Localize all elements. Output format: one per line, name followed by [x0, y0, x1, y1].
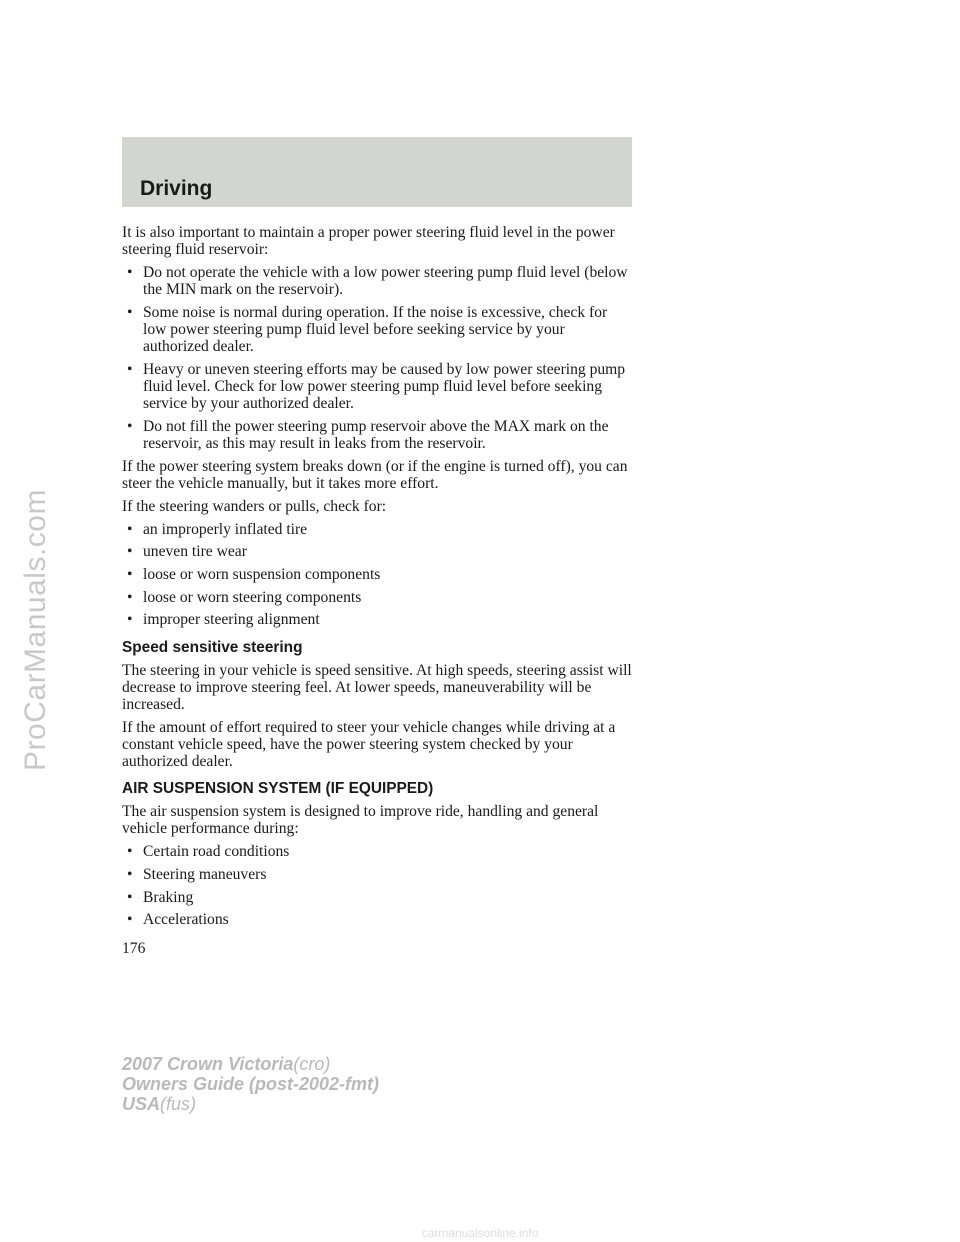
- breakdown-paragraph: If the power steering system breaks down (or if the engine is turned off), you can steer the vehicle manually, but it takes more effort.: [122, 457, 628, 493]
- list-item: • Do not operate the vehicle with a low power steering pump fluid level (below the MIN mark on the reservoir).: [122, 264, 634, 298]
- footer-market-code: (fus): [160, 1094, 197, 1114]
- list-item: • loose or worn suspension components: [122, 566, 634, 583]
- page-content: [122, 224, 634, 934]
- intro-paragraph: It is also important to maintain a proper power steering fluid level in the power steering fluid reservoir:: [122, 224, 615, 259]
- list-item: • Steering maneuvers: [122, 866, 634, 883]
- list-item: • Some noise is normal during operation. If the noise is excessive, check for low power steering pump fluid level before seeking service by your authorized dealer.: [122, 304, 634, 356]
- footer-line-1: [122, 1054, 379, 1074]
- list-item: • an improperly inflated tire: [122, 521, 634, 538]
- list-item: • Certain road conditions: [122, 843, 634, 860]
- side-watermark-text: ProCarManuals.com: [19, 489, 52, 771]
- document-footer: [122, 1054, 379, 1114]
- footer-model-code: (cro): [293, 1054, 331, 1074]
- list-item: • improper steering alignment: [122, 611, 634, 628]
- page-number: 176: [122, 940, 146, 957]
- side-watermark: [6, 330, 66, 930]
- list-item: • loose or worn steering components: [122, 589, 634, 606]
- footer-market: USA: [122, 1094, 161, 1114]
- list-item: • uneven tire wear: [122, 543, 634, 560]
- footer-model: 2007 Crown Victoria: [122, 1054, 294, 1074]
- fluid-level-list: [122, 264, 634, 453]
- list-item: • Accelerations: [122, 911, 634, 928]
- footer-line-3: [122, 1094, 379, 1114]
- air-suspension-list: [122, 843, 634, 928]
- speed-paragraph-1: The steering in your vehicle is speed sensitive. At high speeds, steering assist will decrease to improve steering feel. At lower speeds, maneuverability will be increased.: [122, 661, 632, 713]
- air-intro-paragraph: The air suspension system is designed to improve ride, handling and general vehicle performance during:: [122, 803, 599, 838]
- wanders-intro: If the steering wanders or pulls, check for:: [122, 497, 387, 515]
- bottom-watermark: carmanualsonline.info: [421, 1226, 539, 1240]
- section-title: Driving: [140, 177, 213, 200]
- list-item: • Heavy or uneven steering efforts may be caused by low power steering pump fluid level. Check for low power steering pump fluid level before seeking service by your authorized dealer.: [122, 361, 634, 413]
- list-item: • Braking: [122, 889, 634, 906]
- speed-paragraph-2: If the amount of effort required to steer your vehicle changes while driving at a constant vehicle speed, have the power steering system checked by your authorized dealer.: [122, 718, 616, 771]
- air-suspension-heading: AIR SUSPENSION SYSTEM (IF EQUIPPED): [122, 780, 434, 798]
- footer-line-2: Owners Guide (post-2002-fmt): [122, 1074, 380, 1094]
- wanders-list: [122, 521, 634, 629]
- speed-steering-heading: Speed sensitive steering: [122, 638, 303, 656]
- list-item: • Do not fill the power steering pump reservoir above the MAX mark on the reservoir, as this may result in leaks from the reservoir.: [122, 418, 634, 452]
